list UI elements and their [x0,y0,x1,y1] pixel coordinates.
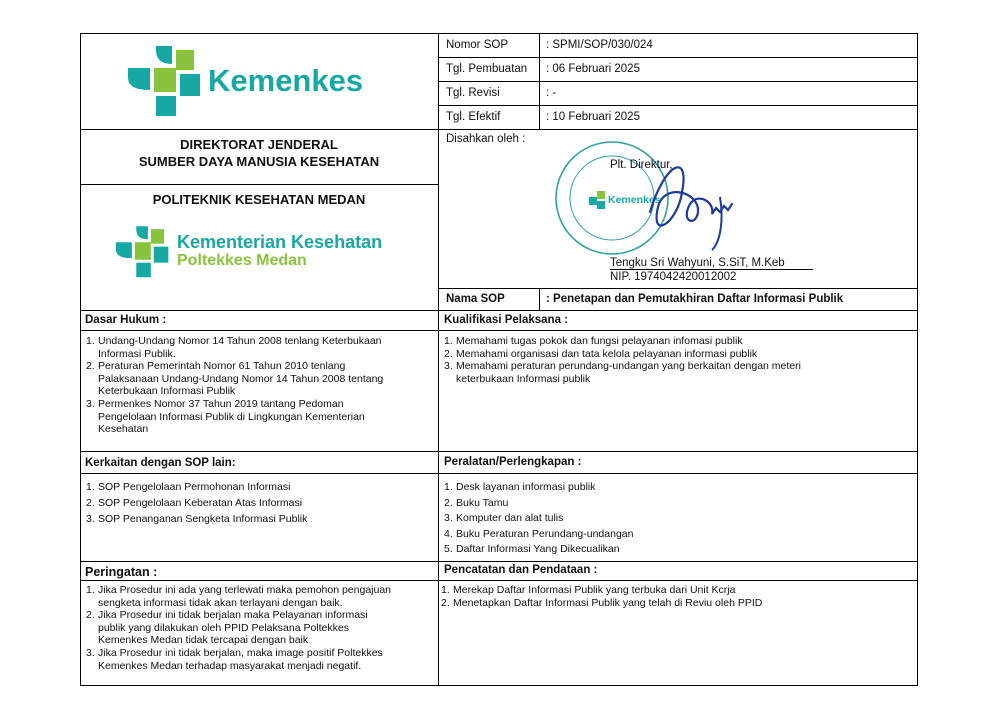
list-item-number: 3. [444,512,453,525]
list-item-line: Daftar Informasi Yang Dikecualikan [456,543,620,556]
list-item-number: 2. [86,360,95,373]
meta-label-nomor: Nomor SOP [446,39,508,51]
list-item-line: Menetapkan Daftar Informasi Publik yang telah di Reviu oleh PPID [453,596,763,609]
list-item-number: 4. [444,527,453,540]
approver-nip: NIP. 1974042420012002 [610,271,737,283]
list-item [86,335,432,360]
list-item-line: Kemenkes Medan terhadap masyarakat menjadi negatif. [98,659,362,672]
list-item-line: sengketa informasi tidak akan terlayani dengan baik. [98,596,343,609]
list-item-number: 2. [444,347,453,360]
list-item-number: 1. [444,335,453,347]
list-item-line: keterbukaan Informasi publik [456,372,591,385]
list-item [441,584,911,597]
stamp-text: Kemenkes [608,194,661,206]
org-line-2: SUMBER DAYA MANUSIA KESEHATAN [138,154,380,169]
list-item-line: Undang-Undang Nomor 14 Tahun 2008 tenlang Keterbukaan [98,335,382,347]
list-item [444,335,914,348]
list-item-number: 3. [444,360,453,373]
logo2-line-1: Kementerian Kesehatan [177,232,383,252]
list-item-line: Palaksanaan Undang-Undang Nomor 14 Tahun 2008 tentang [98,372,384,385]
list-item-line: Jika Prosedur ini tidak berjalan maka Pelayanan informasi [98,609,368,622]
dasar-hukum-title: Dasar Hukum : [85,314,167,326]
list-item-line: publik yang dilakukan oleh PPID Pelaksana Poltekkes [98,621,349,634]
sop-name-value: : Penetapan dan Pemutakhiran Daftar Informasi Publik [546,293,844,305]
kemenkes-logo [120,40,380,120]
kualifikasi-title: Kualifikasi Pelaksana : [444,314,569,326]
list-item [444,542,914,558]
pencatatan-list [441,584,911,609]
meta-value-pembuatan: : 06 Februari 2025 [546,63,640,75]
list-item-line: Memahami peraturan perundang-undangan yang berkaitan dengan meteri [456,360,801,373]
list-item [444,527,914,543]
list-item-line: Peraturan Pemerintah Nornor 61 Tahun 2010 tenlang [98,360,346,373]
keterkaitan-list [86,480,432,527]
approval-label: Disahkan oleh : [446,133,526,145]
list-item-line: Kemenkes Medan tidak tercapai dengan baik [98,634,309,647]
list-item [86,512,432,528]
kualifikasi-list [444,335,914,385]
list-item [86,584,432,609]
list-item-number: 1. [86,335,95,347]
list-item [444,480,914,496]
list-item [86,480,432,496]
list-item-number: 1. [444,481,453,493]
logo2-line-2: Poltekkes Medan [177,252,307,269]
list-item-line: Buku Tamu [456,496,509,509]
list-item-line: Jika Prosedur ini ada yang terlewati maka pemohon pengajuan [98,584,392,596]
list-item [441,597,911,610]
peralatan-title: Peralatan/Perlengkapan : [444,456,582,468]
peralatan-list [444,480,914,558]
list-item-line: Memahami organisasi dan tata kelola pelayanan informasi publik [456,347,758,360]
sop-name-label: Nama SOP [446,293,505,305]
org-line-1: DIREKTORAT JENDERAL [180,137,338,152]
approver-name: Tengku Sri Wahyuni, S.SiT, M.Keb [610,257,785,269]
list-item-number: 2. [86,496,95,509]
meta-label-pembuatan: Tgl. Pembuatan [446,63,528,75]
list-item-line: Desk layanan informasi publik [456,481,596,493]
approval-title: Plt. Direktur, [610,159,673,171]
list-item-line: SOP Pengelolaan Permohonan Informasi [98,481,291,493]
list-item [86,360,432,398]
list-item-number: 2. [86,609,95,622]
list-item-line: Buku Peraturan Perundang-undangan [456,527,634,540]
list-item-line: Kesehatan [98,423,149,436]
signature-icon [620,152,750,252]
list-item-line: Keterbukaan Informasi Publik [98,385,236,398]
list-item-number: 2. [441,596,450,609]
peringatan-title: Peringatan : [85,565,158,579]
list-item [86,647,432,672]
list-item [444,511,914,527]
list-item-line: Jika Prosedur ini tidak berjalan, maka image positif Poltekkes [98,646,383,659]
list-item-number: 3. [86,512,95,525]
meta-value-efektif: : 10 Februari 2025 [546,111,640,123]
list-item-number: 1. [86,481,95,493]
list-item [86,398,432,436]
list-item-number: 5. [444,543,453,556]
poltekkes-logo [110,218,410,284]
list-item-number: 1. [441,584,450,596]
kemenkes-mark-icon [120,40,205,120]
meta-value-nomor: : SPMI/SOP/030/024 [546,39,653,51]
pencatatan-title: Pencatatan dan Pendataan : [444,564,598,576]
list-item-line: Informasi Publik. [98,347,176,360]
meta-label-efektif: Tgl. Efektif [446,111,501,123]
list-item-number: 1. [86,584,95,596]
logo-text: Kemenkes [208,63,364,98]
list-item-line: SOP Penanganan Sengketa Informasi Publik [98,512,308,525]
list-item-number: 2. [444,496,453,509]
list-item-line: Pengelolaan Informasi Publik di Lingkungan Kementerian [98,410,365,423]
list-item-line: Komputer dan alat tulis [456,512,564,525]
kemenkes-mark-small-icon [110,220,172,282]
dasar-hukum-list [86,335,432,436]
list-item [86,496,432,512]
list-item-line: Permenkes Nomor 37 Tahun 2019 tantang Pedoman [98,397,344,410]
list-item-line: SOP Pengelolaan Keberatan Atas Informasi [98,496,303,509]
peringatan-list [86,584,432,672]
list-item-number: 3. [86,646,95,659]
list-item-line: Memahami tugas pokok dan fungsi pelayanan infomasi publik [456,335,743,347]
list-item [444,348,914,361]
list-item-number: 3. [86,397,95,410]
keterkaitan-title: Kerkaitan dengan SOP lain: [85,457,236,469]
list-item-line: Merekap Daftar Informasi Publik yang terbuka dari Unit Kcrja [453,584,736,596]
institution-name: POLITEKNIK KESEHATAN MEDAN [152,192,366,207]
list-item [444,496,914,512]
list-item [86,609,432,647]
list-item [444,360,914,385]
meta-value-revisi: : - [546,87,557,99]
meta-label-revisi: Tgl. Revisi [446,87,500,99]
